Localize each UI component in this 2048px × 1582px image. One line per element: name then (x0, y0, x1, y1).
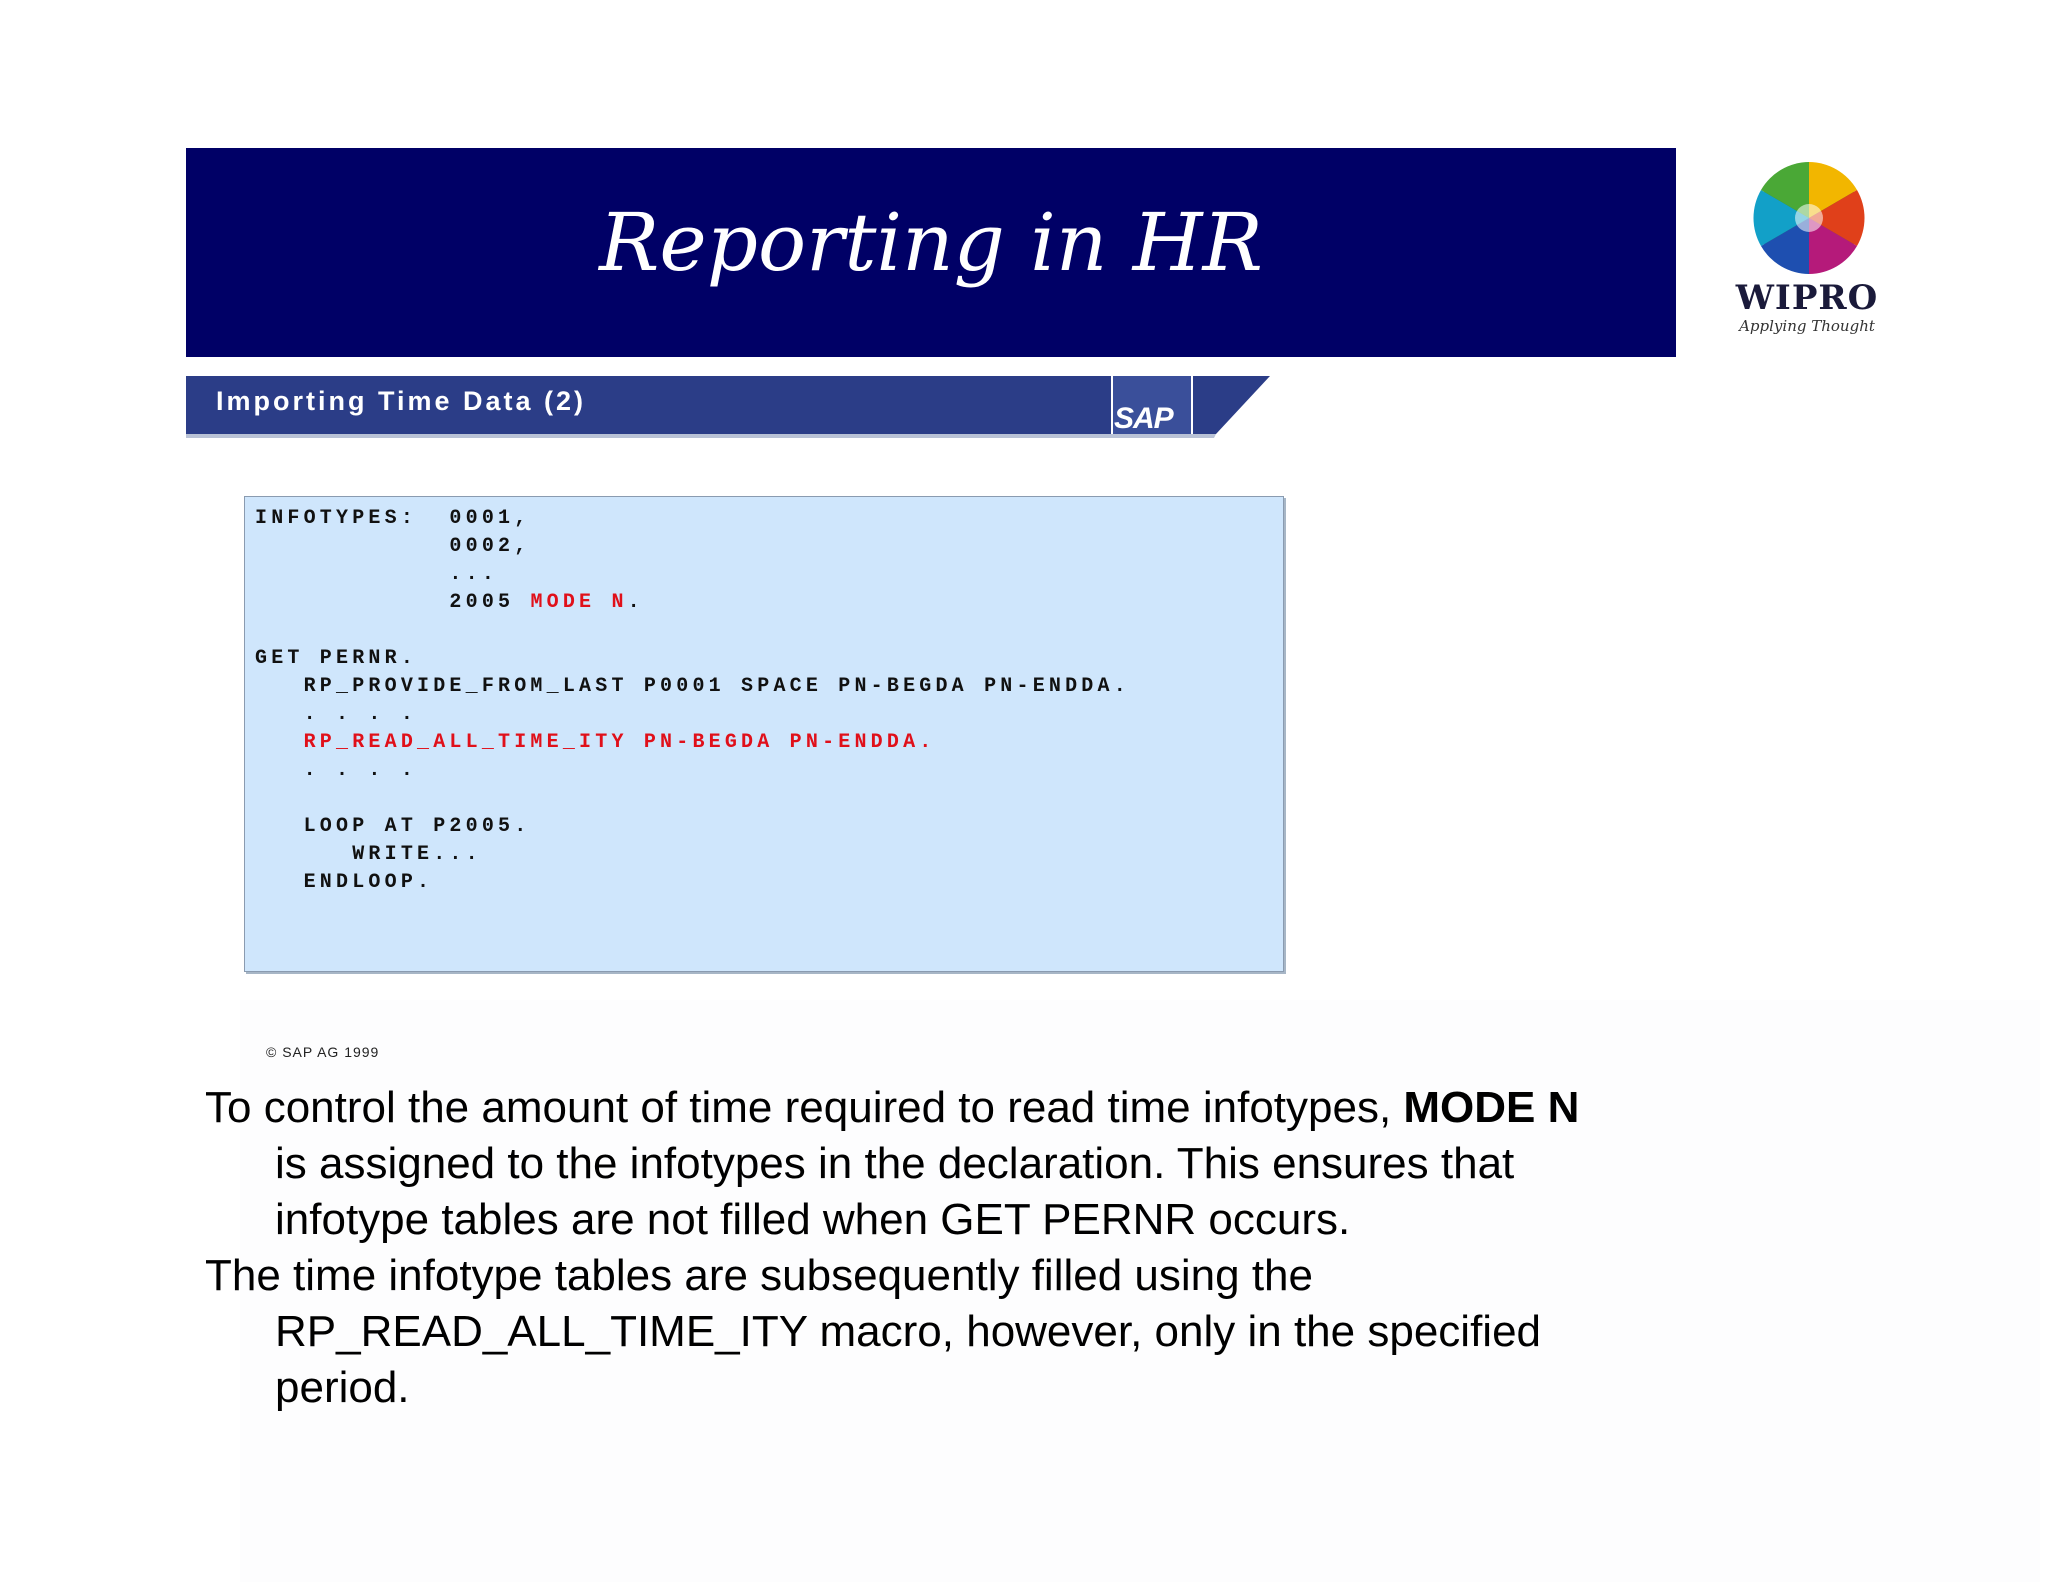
code-line: WRITE... (255, 843, 482, 866)
paragraph-text: period. (275, 1363, 410, 1412)
paragraph-text: To control the amount of time required to read time infotypes, (205, 1083, 1404, 1132)
sap-logo: SAP (1114, 402, 1173, 435)
code-line: 2005 (255, 591, 531, 614)
copyright-notice: © SAP AG 1999 (266, 1044, 380, 1060)
paragraph-time-infotypes (205, 1248, 1705, 1416)
title-banner (186, 148, 1676, 357)
code-highlight: MODE N (530, 591, 628, 614)
code-listing (255, 505, 1130, 897)
paragraph-text: is assigned to the infotypes in the declaration. This ensures that (275, 1139, 1515, 1188)
code-line: LOOP AT P2005. (255, 815, 531, 838)
slide-subtitle: Importing Time Data (2) (216, 386, 587, 416)
paragraph-bold: MODE N (1403, 1083, 1580, 1132)
wipro-tagline: Applying Thought (1739, 317, 1875, 335)
wipro-flower-icon (1744, 160, 1874, 280)
code-line: GET PERNR. (255, 647, 418, 670)
code-line: . . . . (255, 703, 418, 726)
code-highlight: RP_READ_ALL_TIME_ITY PN-BEGDA PN-ENDDA. (255, 731, 936, 754)
paragraph-mode-n (205, 1080, 1705, 1248)
wipro-wordmark: WIPRO (1735, 278, 1879, 318)
code-line: 0002, (255, 535, 531, 558)
code-line: ENDLOOP. (255, 871, 434, 894)
code-line: . (627, 591, 644, 614)
code-listing-box (244, 496, 1284, 972)
code-line: . . . . (255, 759, 418, 782)
subtitle-bar (186, 372, 1270, 438)
page-title: Reporting in HR (599, 196, 1263, 289)
paragraph-text: The time infotype tables are subsequently filled using the (205, 1251, 1313, 1300)
paragraph-text: infotype tables are not filled when GET PERNR occurs. (275, 1195, 1351, 1244)
code-line: INFOTYPES: 0001, (255, 507, 531, 530)
paragraph-text: RP_READ_ALL_TIME_ITY macro, however, only in the specified (275, 1307, 1542, 1356)
wipro-logo (1722, 160, 1892, 345)
code-line: ... (255, 563, 499, 586)
code-line: RP_PROVIDE_FROM_LAST P0001 SPACE PN-BEGDA PN-ENDDA. (255, 675, 1130, 698)
